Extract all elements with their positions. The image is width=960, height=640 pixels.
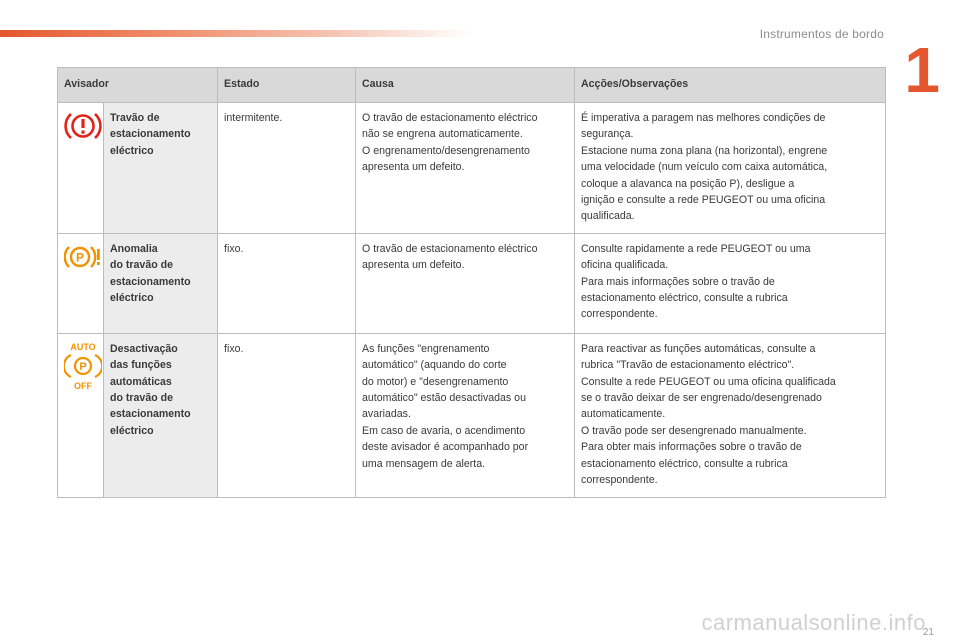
warning-state: fixo. [218,233,356,333]
warning-cause: As funções "engrenamento automático" (aquando do corte do motor) e "desengrenamento automático" estão desactivadas ou avariadas. Em caso de avaria, o acendimento deste avisador é acompanhado por uma mensagem de alerta. [356,333,575,497]
parking-brake-fault-icon [64,241,102,273]
svg-text:AUTO: AUTO [70,341,96,352]
warning-name: Travão de estacionamento eléctrico [104,103,218,234]
warning-action: É imperativa a paragem nas melhores condições de segurança. Estacione numa zona plana (na horizontal), engrene uma velocidade (num veículo com caixa automática, coloque a alavanca na posição P), desligue a ignição e consulte a rede PEUGEOT ou uma oficina qualificada. [575,103,886,234]
warning-state: fixo. [218,333,356,497]
svg-text:P: P [79,360,87,373]
warning-action: Consulte rapidamente a rede PEUGEOT ou uma oficina qualificada. Para mais informações sobre o travão de estacionamento eléctrico, consulte a rubrica correspondente. [575,233,886,333]
warning-state: intermitente. [218,103,356,234]
table-header-row [58,68,886,103]
icon-cell [58,233,104,333]
column-header-accoes: Acções/Observações [575,68,886,103]
table-row [58,103,886,234]
table-row [58,333,886,497]
column-header-estado: Estado [218,68,356,103]
auto-parking-off-icon [64,341,102,391]
warning-action: Para reactivar as funções automáticas, consulte a rubrica "Travão de estacionamento eléctrico". Consulte a rede PEUGEOT ou uma oficina qualificada se o travão deixar de ser engrenado/desengrenado automaticamente. O travão pode ser desengrenado manualmente. Para obter mais informações sobre o travão de estacionamento eléctrico, consulte a rubrica correspondente. [575,333,886,497]
svg-text:P: P [75,250,85,265]
section-title: Instrumentos de bordo [759,27,884,41]
column-header-avisador: Avisador [58,68,218,103]
chapter-number: 1 [904,34,940,106]
svg-text:OFF: OFF [74,380,92,391]
warning-cause: O travão de estacionamento eléctrico apresenta um defeito. [356,233,575,333]
column-header-causa: Causa [356,68,575,103]
table-row [58,233,886,333]
watermark: carmanualsonline.info [701,610,926,635]
warning-lights-table [57,67,886,498]
brake-exclamation-icon [64,110,102,142]
icon-cell [58,103,104,234]
header-accent-bar [0,30,470,37]
warning-name: Anomalia do travão de estacionamento eléctrico [104,233,218,333]
page-number: 21 [922,627,934,638]
warning-name: Desactivação das funções automáticas do travão de estacionamento eléctrico [104,333,218,497]
warning-cause: O travão de estacionamento eléctrico não se engrena automaticamente. O engrenamento/desengrenamento apresenta um defeito. [356,103,575,234]
icon-cell [58,333,104,497]
